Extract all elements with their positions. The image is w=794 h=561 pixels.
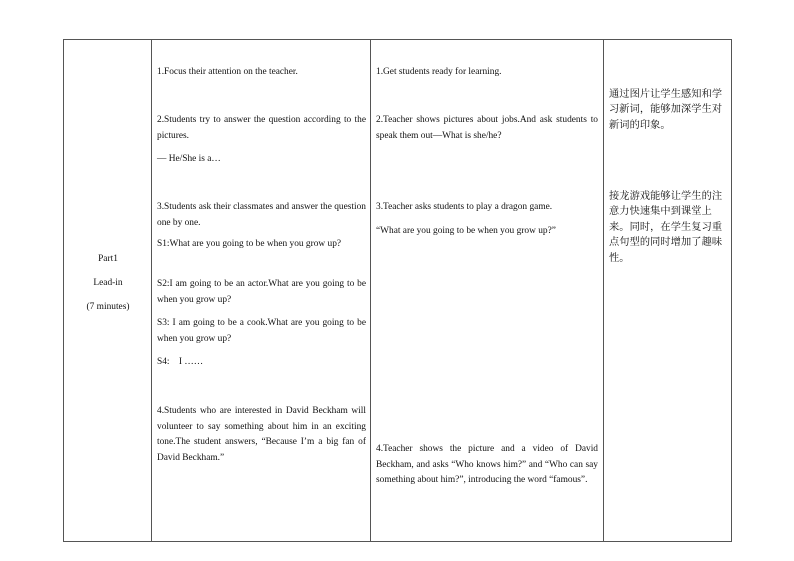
teacher-activity-3-question: “What are you going to be when you grow up?”	[376, 226, 556, 236]
student-activity-1: 1.Focus their attention on the teacher.	[157, 67, 298, 77]
teacher-activity-1: 1.Get students ready for learning.	[376, 67, 502, 77]
student-activities-column	[152, 40, 371, 541]
dialogue-line-s1: S1:What are you going to be when you grow up?	[157, 239, 342, 249]
dialogue-line-s4: S4: I ……	[157, 357, 204, 367]
lesson-plan-table	[63, 39, 732, 542]
teacher-activity-4: 4.Teacher shows the picture and a video of David Beckham, and asks “Who knows him?” and “Who can say something about him?”, introducing the word “famous”.	[376, 444, 598, 485]
student-activity-2-answer: — He/She is a…	[157, 154, 221, 164]
teacher-activities-column	[371, 40, 604, 541]
stage-column	[64, 40, 152, 541]
teacher-activity-2: 2.Teacher shows pictures about jobs.And ask students to speak them out—What is she/he?	[376, 115, 598, 141]
student-activity-2: 2.Students try to answer the question according to the pictures.	[157, 115, 366, 141]
dialogue-line-s3: S3: I am going to be a cook.What are you going to be when you grow up?	[157, 318, 366, 344]
stage-name: Lead-in	[93, 278, 123, 288]
stage-duration: (7 minutes)	[86, 302, 130, 312]
purpose-1: 通过图片让学生感知和学习新词，能够加深学生对新词的印象。	[609, 89, 723, 131]
purpose-column	[604, 40, 731, 541]
purpose-2: 接龙游戏能够让学生的注意力快速集中到课堂上来。同时，在学生复习重点句型的同时增加了趣味性。	[609, 191, 723, 264]
student-activity-4: 4.Students who are interested in David Beckham will volunteer to say something about him in an exciting tone.The student answers, “Because I’m a big fan of David Beckham.”	[157, 406, 366, 463]
student-activity-3: 3.Students ask their classmates and answer the question one by one.	[157, 202, 366, 228]
teacher-activity-3: 3.Teacher asks students to play a dragon game.	[376, 202, 553, 212]
dialogue-line-s2: S2:I am going to be an actor.What are you going to be when you grow up?	[157, 279, 366, 305]
stage-part: Part1	[98, 254, 118, 264]
